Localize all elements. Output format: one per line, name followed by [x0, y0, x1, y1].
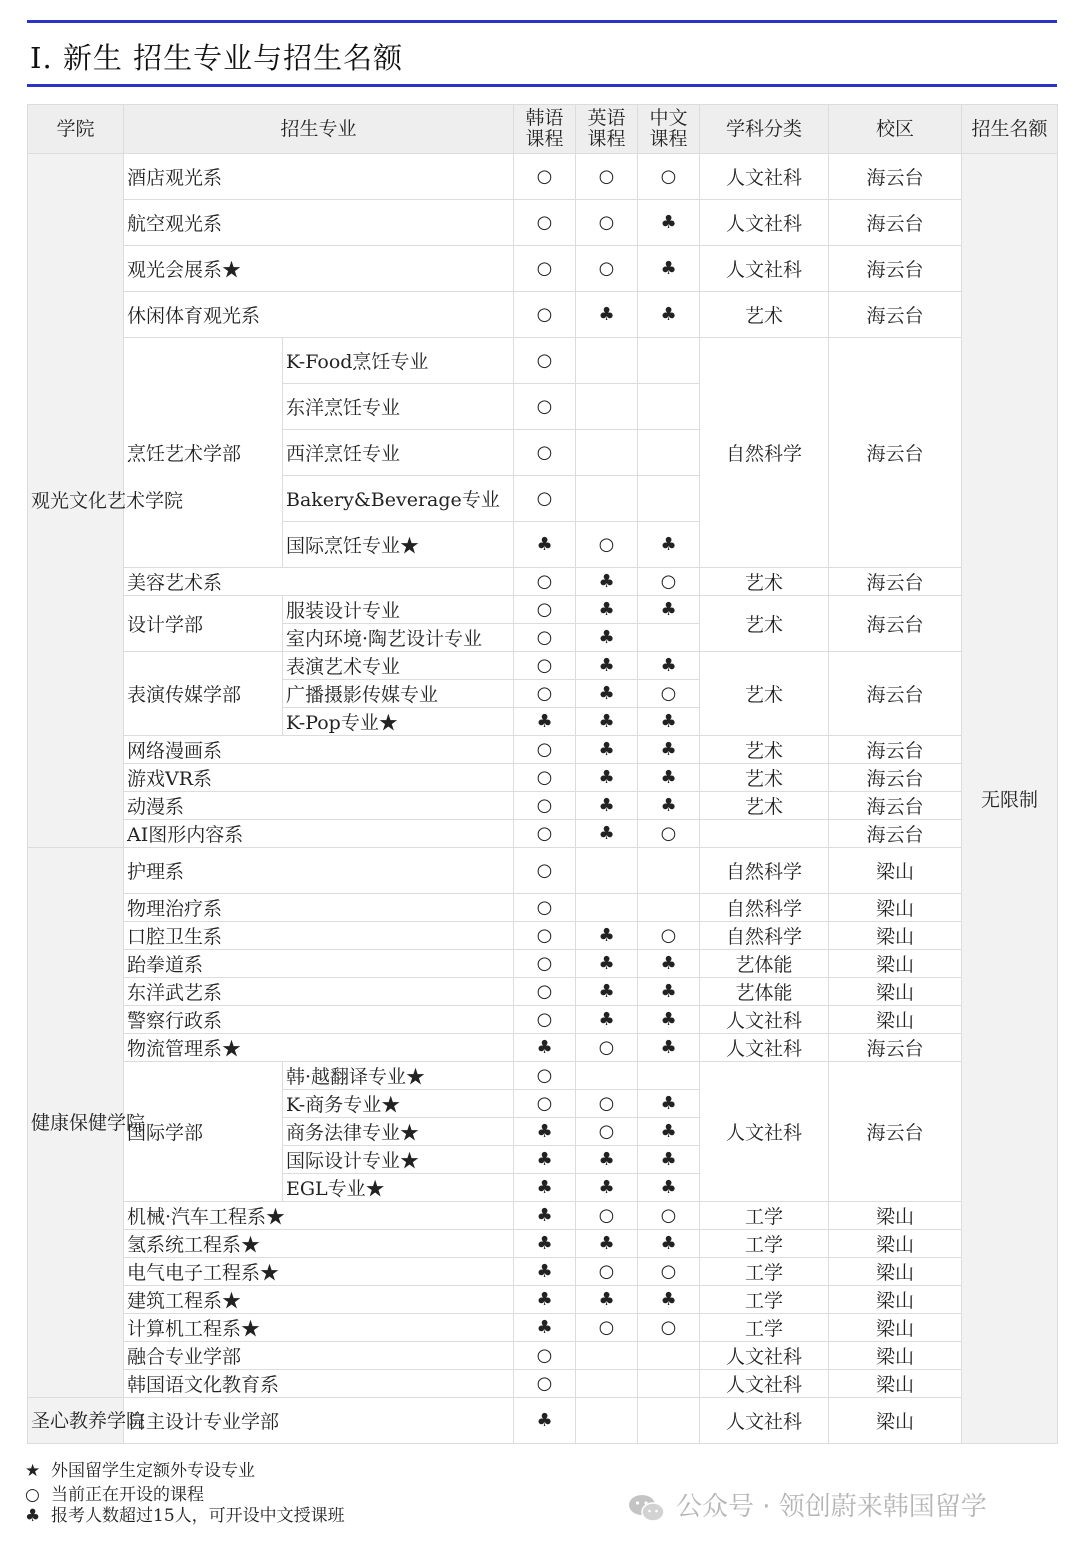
table-row — [28, 1258, 1058, 1286]
course-mark-e: ♣ — [576, 792, 638, 820]
major-cell: 机械·汽车工程系★ — [124, 1202, 514, 1230]
course-mark-k: ♣ — [514, 522, 576, 568]
course-mark-e: ○ — [576, 1034, 638, 1062]
category-cell: 人文社科 — [700, 246, 829, 292]
course-mark-c: ♣ — [638, 978, 700, 1006]
course-mark-k: ○ — [514, 792, 576, 820]
course-mark-k: ○ — [514, 200, 576, 246]
campus-cell: 梁山 — [829, 1230, 962, 1258]
circle-symbol: ○ — [25, 1485, 40, 1505]
course-mark-e: ○ — [576, 1258, 638, 1286]
category-cell: 自然科学 — [700, 338, 829, 568]
table-row — [28, 736, 1058, 764]
course-mark-c: ♣ — [638, 596, 700, 624]
category-cell: 艺术 — [700, 652, 829, 736]
course-mark-e: ♣ — [576, 708, 638, 736]
campus-cell: 梁山 — [829, 1258, 962, 1286]
header-major: 招生专业 — [124, 105, 514, 154]
table-row — [28, 154, 1058, 200]
course-mark-k: ○ — [514, 922, 576, 950]
major-cell: AI图形内容系 — [124, 820, 514, 848]
course-mark-c — [638, 476, 700, 522]
campus-cell: 梁山 — [829, 950, 962, 978]
legend-star — [25, 1456, 255, 1481]
campus-cell: 梁山 — [829, 1342, 962, 1370]
category-cell: 人文社科 — [700, 1062, 829, 1202]
course-mark-k: ○ — [514, 384, 576, 430]
course-mark-e: ♣ — [576, 764, 638, 792]
major-cell: 国际学部 — [124, 1062, 283, 1202]
course-mark-c: ♣ — [638, 1118, 700, 1146]
course-mark-c: ○ — [638, 922, 700, 950]
course-mark-k: ○ — [514, 292, 576, 338]
course-mark-c — [638, 1342, 700, 1370]
campus-cell: 海云台 — [829, 736, 962, 764]
heading-rule — [27, 84, 1057, 87]
course-mark-c: ♣ — [638, 708, 700, 736]
course-mark-e: ♣ — [576, 1146, 638, 1174]
header-eng: 英语 课程 — [576, 105, 638, 154]
major-cell: 计算机工程系★ — [124, 1314, 514, 1342]
course-mark-e: ♣ — [576, 922, 638, 950]
course-mark-e: ♣ — [576, 1230, 638, 1258]
course-mark-k: ○ — [514, 1062, 576, 1090]
header-campus: 校区 — [829, 105, 962, 154]
course-mark-k: ○ — [514, 848, 576, 894]
table-row — [28, 200, 1058, 246]
course-mark-k: ○ — [514, 736, 576, 764]
table-row — [28, 950, 1058, 978]
campus-cell: 海云台 — [829, 792, 962, 820]
course-mark-k: ♣ — [514, 1118, 576, 1146]
sub-major-cell: 西洋烹饪专业 — [283, 430, 514, 476]
sub-major-cell: Bakery&Beverage专业 — [283, 476, 514, 522]
college-cell: 健康保健学院 — [28, 848, 124, 1398]
course-mark-e — [576, 384, 638, 430]
table-row — [28, 1034, 1058, 1062]
course-mark-c: ○ — [638, 1202, 700, 1230]
course-mark-k: ♣ — [514, 1230, 576, 1258]
campus-cell: 梁山 — [829, 848, 962, 894]
campus-cell: 海云台 — [829, 568, 962, 596]
sub-major-cell: 韩·越翻译专业★ — [283, 1062, 514, 1090]
course-mark-e: ○ — [576, 154, 638, 200]
course-mark-c: ○ — [638, 1258, 700, 1286]
course-mark-e: ♣ — [576, 1174, 638, 1202]
table-row — [28, 1314, 1058, 1342]
major-cell: 口腔卫生系 — [124, 922, 514, 950]
category-cell: 人文社科 — [700, 1398, 829, 1444]
watermark-text: 公众号 · 领创蔚来韩国留学 — [676, 1492, 987, 1522]
wechat-icon — [628, 1493, 666, 1523]
course-mark-c: ○ — [638, 820, 700, 848]
category-cell: 工学 — [700, 1286, 829, 1314]
course-mark-k: ♣ — [514, 708, 576, 736]
category-cell: 人文社科 — [700, 1342, 829, 1370]
sub-major-cell: 广播摄影传媒专业 — [283, 680, 514, 708]
sub-major-cell: 表演艺术专业 — [283, 652, 514, 680]
campus-cell: 海云台 — [829, 596, 962, 652]
course-mark-k: ○ — [514, 476, 576, 522]
course-mark-c — [638, 1398, 700, 1444]
table-row — [28, 978, 1058, 1006]
major-cell: 烹饪艺术学部 — [124, 338, 283, 568]
campus-cell: 梁山 — [829, 1006, 962, 1034]
course-mark-k: ○ — [514, 568, 576, 596]
course-mark-e — [576, 1062, 638, 1090]
header-quota: 招生名额 — [962, 105, 1058, 154]
major-cell: 观光会展系★ — [124, 246, 514, 292]
course-mark-k: ♣ — [514, 1202, 576, 1230]
course-mark-k: ♣ — [514, 1286, 576, 1314]
course-mark-k: ○ — [514, 978, 576, 1006]
course-mark-e: ♣ — [576, 292, 638, 338]
category-cell: 艺术 — [700, 736, 829, 764]
course-mark-c: ♣ — [638, 1034, 700, 1062]
major-cell: 建筑工程系★ — [124, 1286, 514, 1314]
course-mark-c — [638, 1062, 700, 1090]
major-cell: 设计学部 — [124, 596, 283, 652]
legend-club-text: 报考人数超过15人，可开设中文授课班 — [51, 1506, 345, 1526]
sub-major-cell: K-Pop专业★ — [283, 708, 514, 736]
course-mark-e: ○ — [576, 1202, 638, 1230]
course-mark-c: ○ — [638, 1314, 700, 1342]
category-cell: 人文社科 — [700, 1006, 829, 1034]
major-cell: 航空观光系 — [124, 200, 514, 246]
course-mark-k: ♣ — [514, 1398, 576, 1444]
course-mark-k: ♣ — [514, 1314, 576, 1342]
major-cell: 跆拳道系 — [124, 950, 514, 978]
course-mark-e: ○ — [576, 246, 638, 292]
table-row — [28, 1342, 1058, 1370]
course-mark-k: ○ — [514, 624, 576, 652]
course-mark-k: ♣ — [514, 1146, 576, 1174]
star-symbol: ★ — [25, 1461, 41, 1481]
legend-star-text: 外国留学生定额外专设专业 — [51, 1461, 255, 1481]
course-mark-k: ♣ — [514, 1174, 576, 1202]
course-mark-c — [638, 848, 700, 894]
category-cell: 艺体能 — [700, 978, 829, 1006]
campus-cell: 海云台 — [829, 292, 962, 338]
course-mark-c — [638, 894, 700, 922]
table-row — [28, 1286, 1058, 1314]
major-cell: 东洋武艺系 — [124, 978, 514, 1006]
table-row — [28, 1202, 1058, 1230]
campus-cell: 梁山 — [829, 894, 962, 922]
legend-club — [25, 1501, 345, 1526]
category-cell: 艺术 — [700, 792, 829, 820]
major-cell: 动漫系 — [124, 792, 514, 820]
campus-cell: 海云台 — [829, 764, 962, 792]
watermark — [628, 1486, 987, 1523]
club-symbol: ♣ — [25, 1506, 41, 1526]
admission-table — [27, 104, 1058, 1444]
sub-major-cell: 商务法律专业★ — [283, 1118, 514, 1146]
course-mark-c: ♣ — [638, 764, 700, 792]
category-cell: 人文社科 — [700, 200, 829, 246]
quota-cell: 无限制 — [962, 154, 1058, 1444]
course-mark-e — [576, 476, 638, 522]
major-cell: 美容艺术系 — [124, 568, 514, 596]
campus-cell: 梁山 — [829, 1398, 962, 1444]
table-row — [28, 764, 1058, 792]
course-mark-c: ○ — [638, 154, 700, 200]
category-cell: 艺术 — [700, 764, 829, 792]
sub-major-cell: 国际烹饪专业★ — [283, 522, 514, 568]
course-mark-c — [638, 338, 700, 384]
course-mark-c — [638, 430, 700, 476]
table-row — [28, 848, 1058, 894]
table-row — [28, 652, 1058, 680]
course-mark-e — [576, 1398, 638, 1444]
course-mark-k: ○ — [514, 338, 576, 384]
major-cell: 酒店观光系 — [124, 154, 514, 200]
category-cell: 自然科学 — [700, 922, 829, 950]
campus-cell: 梁山 — [829, 978, 962, 1006]
campus-cell: 海云台 — [829, 1034, 962, 1062]
major-cell: 融合专业学部 — [124, 1342, 514, 1370]
course-mark-k: ○ — [514, 596, 576, 624]
course-mark-e: ○ — [576, 1314, 638, 1342]
course-mark-k: ○ — [514, 1006, 576, 1034]
course-mark-k: ○ — [514, 652, 576, 680]
course-mark-c — [638, 1370, 700, 1398]
course-mark-e: ♣ — [576, 950, 638, 978]
course-mark-c: ♣ — [638, 1146, 700, 1174]
course-mark-c: ♣ — [638, 246, 700, 292]
college-cell: 观光文化艺术学院 — [28, 154, 124, 848]
sub-major-cell: K-商务专业★ — [283, 1090, 514, 1118]
category-cell: 艺术 — [700, 596, 829, 652]
course-mark-e: ♣ — [576, 652, 638, 680]
course-mark-e: ♣ — [576, 1006, 638, 1034]
category-cell — [700, 820, 829, 848]
sub-major-cell: 国际设计专业★ — [283, 1146, 514, 1174]
campus-cell: 海云台 — [829, 1062, 962, 1202]
category-cell: 艺术 — [700, 568, 829, 596]
header-kor: 韩语 课程 — [514, 105, 576, 154]
course-mark-e: ♣ — [576, 624, 638, 652]
category-cell: 工学 — [700, 1230, 829, 1258]
campus-cell: 梁山 — [829, 1314, 962, 1342]
course-mark-e: ○ — [576, 522, 638, 568]
table-row — [28, 894, 1058, 922]
course-mark-c: ♣ — [638, 1230, 700, 1258]
table-row — [28, 820, 1058, 848]
course-mark-e: ♣ — [576, 736, 638, 764]
campus-cell: 梁山 — [829, 1286, 962, 1314]
course-mark-e: ♣ — [576, 596, 638, 624]
course-mark-c: ♣ — [638, 1174, 700, 1202]
course-mark-e: ♣ — [576, 680, 638, 708]
category-cell: 艺术 — [700, 292, 829, 338]
campus-cell: 梁山 — [829, 1202, 962, 1230]
category-cell: 工学 — [700, 1314, 829, 1342]
campus-cell: 海云台 — [829, 338, 962, 568]
major-cell: 护理系 — [124, 848, 514, 894]
major-cell: 氢系统工程系★ — [124, 1230, 514, 1258]
category-cell: 艺体能 — [700, 950, 829, 978]
course-mark-k: ○ — [514, 1090, 576, 1118]
major-cell: 网络漫画系 — [124, 736, 514, 764]
category-cell: 工学 — [700, 1202, 829, 1230]
campus-cell: 海云台 — [829, 154, 962, 200]
course-mark-c: ♣ — [638, 652, 700, 680]
table-row — [28, 1398, 1058, 1444]
course-mark-k: ○ — [514, 1370, 576, 1398]
major-cell: 游戏VR系 — [124, 764, 514, 792]
course-mark-e — [576, 338, 638, 384]
course-mark-e — [576, 1342, 638, 1370]
sub-major-cell: K-Food烹饪专业 — [283, 338, 514, 384]
major-cell: 休闲体育观光系 — [124, 292, 514, 338]
category-cell: 人文社科 — [700, 1034, 829, 1062]
course-mark-k: ♣ — [514, 1258, 576, 1286]
course-mark-k: ○ — [514, 950, 576, 978]
campus-cell: 海云台 — [829, 652, 962, 736]
course-mark-k: ○ — [514, 430, 576, 476]
course-mark-c: ♣ — [638, 950, 700, 978]
course-mark-e: ♣ — [576, 1286, 638, 1314]
table-row — [28, 338, 1058, 384]
course-mark-c: ♣ — [638, 200, 700, 246]
course-mark-e: ○ — [576, 200, 638, 246]
course-mark-c: ♣ — [638, 792, 700, 820]
table-header-row — [28, 105, 1058, 154]
course-mark-c: ♣ — [638, 522, 700, 568]
campus-cell: 海云台 — [829, 246, 962, 292]
course-mark-k: ○ — [514, 680, 576, 708]
page-heading: I. 新生 招生专业与招生名额 — [30, 41, 404, 75]
category-cell: 人文社科 — [700, 1370, 829, 1398]
college-cell: 圣心教养学院 — [28, 1398, 124, 1444]
table-row — [28, 792, 1058, 820]
campus-cell: 梁山 — [829, 922, 962, 950]
course-mark-e — [576, 430, 638, 476]
category-cell: 自然科学 — [700, 894, 829, 922]
course-mark-c: ♣ — [638, 292, 700, 338]
course-mark-e: ♣ — [576, 568, 638, 596]
sub-major-cell: 室内环境·陶艺设计专业 — [283, 624, 514, 652]
sub-major-cell: 东洋烹饪专业 — [283, 384, 514, 430]
table-row — [28, 1370, 1058, 1398]
major-cell: 警察行政系 — [124, 1006, 514, 1034]
header-college: 学院 — [28, 105, 124, 154]
header-chn: 中文 课程 — [638, 105, 700, 154]
course-mark-c: ♣ — [638, 1006, 700, 1034]
course-mark-e: ○ — [576, 1090, 638, 1118]
course-mark-k: ○ — [514, 1342, 576, 1370]
header-category: 学科分类 — [700, 105, 829, 154]
campus-cell: 海云台 — [829, 200, 962, 246]
table-row — [28, 246, 1058, 292]
course-mark-c: ♣ — [638, 1286, 700, 1314]
course-mark-c — [638, 624, 700, 652]
course-mark-e: ♣ — [576, 978, 638, 1006]
course-mark-e — [576, 848, 638, 894]
table-row — [28, 1006, 1058, 1034]
table-row — [28, 922, 1058, 950]
major-cell: 韩国语文化教育系 — [124, 1370, 514, 1398]
course-mark-k: ○ — [514, 820, 576, 848]
top-rule — [27, 20, 1057, 23]
table-row — [28, 596, 1058, 624]
course-mark-c: ○ — [638, 680, 700, 708]
course-mark-e — [576, 894, 638, 922]
course-mark-k: ○ — [514, 894, 576, 922]
table-row — [28, 1230, 1058, 1258]
course-mark-e — [576, 1370, 638, 1398]
campus-cell: 海云台 — [829, 820, 962, 848]
course-mark-c — [638, 384, 700, 430]
major-cell: 自主设计专业学部 — [124, 1398, 514, 1444]
campus-cell: 梁山 — [829, 1370, 962, 1398]
category-cell: 自然科学 — [700, 848, 829, 894]
category-cell: 人文社科 — [700, 154, 829, 200]
legend-circle-text: 当前正在开设的课程 — [51, 1485, 204, 1505]
major-cell: 表演传媒学部 — [124, 652, 283, 736]
course-mark-e: ○ — [576, 1118, 638, 1146]
course-mark-c: ♣ — [638, 736, 700, 764]
course-mark-c: ○ — [638, 568, 700, 596]
table-row — [28, 1062, 1058, 1090]
table-row — [28, 292, 1058, 338]
major-cell: 物理治疗系 — [124, 894, 514, 922]
sub-major-cell: EGL专业★ — [283, 1174, 514, 1202]
course-mark-c: ♣ — [638, 1090, 700, 1118]
course-mark-e: ♣ — [576, 820, 638, 848]
course-mark-k: ○ — [514, 154, 576, 200]
table-row — [28, 568, 1058, 596]
major-cell: 物流管理系★ — [124, 1034, 514, 1062]
course-mark-k: ○ — [514, 246, 576, 292]
course-mark-k: ♣ — [514, 1034, 576, 1062]
course-mark-k: ○ — [514, 764, 576, 792]
major-cell: 电气电子工程系★ — [124, 1258, 514, 1286]
category-cell: 工学 — [700, 1258, 829, 1286]
sub-major-cell: 服装设计专业 — [283, 596, 514, 624]
